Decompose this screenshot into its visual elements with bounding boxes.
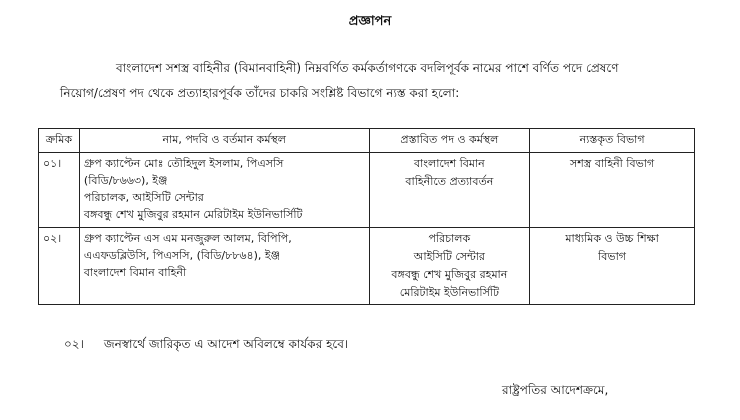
row-division [530,228,695,305]
point-two [64,336,348,356]
row-proposed [369,153,530,228]
division-line: বিভাগ [598,250,627,263]
header-serial: ক্রমিক [39,129,80,153]
details-line: বঙ্গবন্ধু শেখ মুজিবুর রহমান মেরিটাইম ইউনিভার্সিটি [83,208,303,221]
table-row [39,228,695,305]
intro-line-2: নিয়োগ/প্রেষণ পদ থেকে প্রত্যাহারপূর্বক তাঁদের চাকরি সংশ্লিষ্ট বিভাগে ন্যস্ত করা হলো: [60,86,460,100]
row-details [79,153,369,228]
table-row [39,153,695,228]
division-line: সশস্ত্র বাহিনী বিভাগ [570,157,655,170]
page-title: প্রজ্ঞাপন [348,14,392,29]
row-proposed [369,228,530,305]
table-header-row [39,129,695,153]
point-two-text: জনস্বার্থে জারিকৃত এ আদেশ অবিলম্বে কার্যকর হবে। [103,337,349,351]
intro-line-1: বাংলাদেশ সশস্ত্র বাহিনীর (বিমানবাহিনী) নিম্নবর্ণিত কর্মকর্তাগণকে বদলিপূর্বক নামের পাশে বর্ণিত পদে প্রেষণে [116,61,619,75]
transfer-table [38,128,695,305]
proposed-line: মেরিটাইম ইউনিভার্সিটি [399,286,499,299]
proposed-line: বাহিনীতে প্রত্যাবর্তন [405,175,494,188]
header-assigned-division: ন্যস্তকৃত বিভাগ [530,129,695,153]
details-line: গ্রুপ ক্যাপ্টেন এস এম মনজুরুল আলম, বিপিপি, [83,232,292,245]
header-proposed-post: প্রস্তাবিত পদ ও কর্মস্থল [369,129,530,153]
details-line: গ্রুপ ক্যাপ্টেন মোঃ তৌহিদুল ইসলাম, পিএসসি [83,157,284,170]
intro-paragraph [60,56,710,106]
proposed-line: বঙ্গবন্ধু শেখ মুজিবুর রহমান [391,268,508,281]
row-serial: ০২। [39,228,80,305]
details-line: বাংলাদেশ বিমান বাহিনী [83,266,187,279]
details-line: পরিচালক, আইসিটি সেন্টার [83,191,204,204]
proposed-line: আইসিটি সেন্টার [413,250,485,263]
details-line: (বিডি/৮৬৬৩), ইঞ্জ [83,174,168,187]
signature-line: রাষ্ট্রপতির আদেশক্রমে, [502,383,609,397]
point-two-number: ০২। [64,337,84,351]
details-line: এএফডব্লিউসি, পিএসসি, (বিডি/৮৮৬৪), ইঞ্জ [83,249,281,262]
header-name-rank-station: নাম, পদবি ও বর্তমান কর্মস্থল [79,129,369,153]
division-line: মাধ্যমিক ও উচ্চ শিক্ষা [565,232,659,245]
proposed-line: পরিচালক [428,232,471,245]
row-details [79,228,369,305]
row-serial: ০১। [39,153,80,228]
proposed-line: বাংলাদেশ বিমান [413,157,485,170]
row-division [530,153,695,228]
